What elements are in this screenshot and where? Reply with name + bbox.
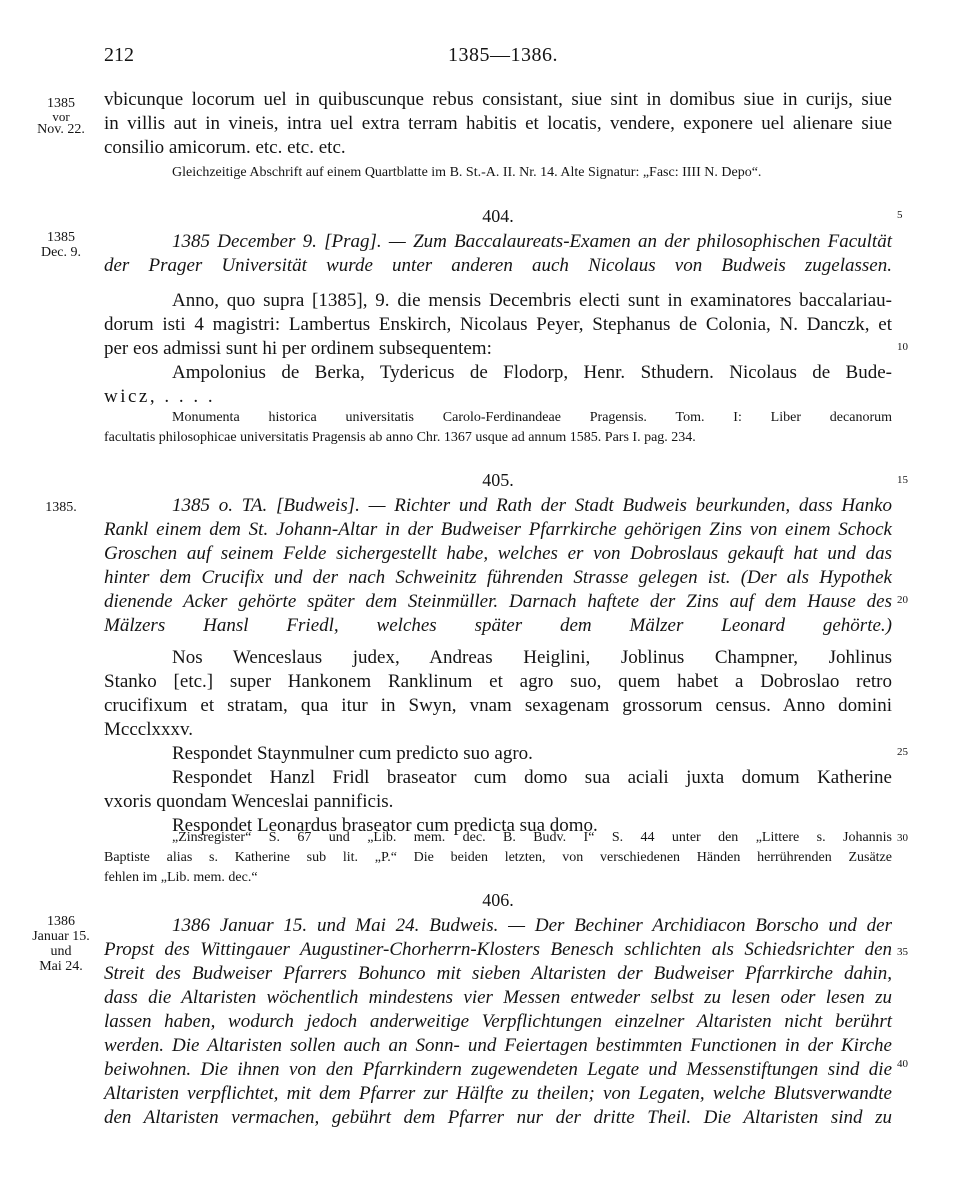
source-note-404: Monumenta historica universitatis Carolo-Ferdinandeae Pragensis. Tom. I: Liber decanorum facultatis philosophicae universitatis Pragensis ab anno Chr. 1367 usque ad annum 1585. Pars I. pag. 234.	[104, 410, 892, 445]
regest-404: 1385 December 9. [Prag]. — Zum Baccalaureats-Examen an der philosophischen Facultät der Prager Universität wurde unter anderen auch Nicolaus von Budweis zugelassen.	[104, 231, 892, 276]
margin-date-continuation: 1385 vor Nov. 22.	[37, 96, 85, 137]
text-405: Nos Wenceslaus judex, Andreas Heiglini, Joblinus Champner, Johlinus Stanko [etc.] super Hankonem Ranklinum et agro suo, quem habet a Dobroslao retro crucifixum et stratam, qua itur in Swyn, vnam sexagenam grossorum census. Anno domini Mccclxxxv. Respondet Staynmulner cum predicto suo agro. Respondet Hanzl Fridl braseator cum domo sua aciali juxta domum Katherine vxoris quondam Wenceslai pannificis. Respondet Leonardus braseator cum predicta sua domo.	[104, 647, 892, 836]
line-number: 15	[897, 474, 908, 486]
running-header	[104, 44, 894, 72]
line-number: 30	[897, 832, 908, 844]
line-number: 20	[897, 594, 908, 606]
line-number: 40	[897, 1058, 908, 1070]
line-number: 35	[897, 946, 908, 958]
line-number: 25	[897, 746, 908, 758]
regest-405: 1385 o. TA. [Budweis]. — Richter und Rath der Stadt Budweis beurkunden, dass Hanko Rankl einem dem St. Johann-Altar in der Budweiser Pfarrkirche gehörigen Zins von einem Schock Groschen auf seinem Felde sichergestellt habe, welches er von Dobroslaus gekauft hat und das hinter dem Crucifix und der nach Schweinitz führenden Strasse gelegen ist. (Der als Hypothek dienende Acker gehörte später dem Steinmüller. Darnach haftete der Zins auf dem Hause des Mälzers Hansl Friedl, welches später dem Mälzer Leonard gehörte.)	[104, 495, 892, 636]
source-note-405: „Zinsregister“ S. 67 und „Lib. mem. dec. B. Budv. I“ S. 44 unter den „Littere s. Johannis Baptiste alias s. Katherine sub lit. „P.“ Die beiden letzten, von verschiedenen Händen herrührenden Zusätze fehlen im „Lib. mem. dec.“	[104, 830, 892, 885]
page-number: 212	[104, 44, 134, 66]
document-number-405: 405.	[482, 470, 514, 490]
document-number-404: 404.	[482, 206, 514, 226]
margin-date-404: 1385 Dec. 9.	[40, 230, 82, 260]
header-years: 1385—1386.	[448, 44, 558, 66]
line-number: 10	[897, 341, 908, 353]
line-number: 5	[897, 209, 903, 221]
text-404: Anno, quo supra [1385], 9. die mensis Decembris electi sunt in examinatores baccalariau- dorum isti 4 magistri: Lambertus Enskirch, Nicolaus Peyer, Stephanus de Colonia, N. Danczk, et per eos admissi sunt hi per ordinem subsequentem: Ampolonius de Berka, Tydericus de Flodorp, Henr. Sthudern. Nicolaus de Bude- wicz, . . . .	[104, 290, 892, 407]
margin-date-406: 1386 Januar 15. und Mai 24.	[32, 914, 90, 974]
margin-date-405: 1385.	[45, 500, 77, 515]
continuation-text: vbicunque locorum uel in quibuscunque rebus consistant, siue sint in domibus siue in curijs, siue in villis aut in vineis, intra uel extra terram habitis et locatis, vendere, exponere uel alienare siue consilio amicorum. etc. etc. etc.	[104, 89, 892, 158]
continuation-source-note: Gleichzeitige Abschrift auf einem Quartblatte im B. St.-A. II. Nr. 14. Alte Signatur: „Fasc: IIII N. Depo“.	[172, 165, 762, 180]
regest-406: 1386 Januar 15. und Mai 24. Budweis. — Der Bechiner Archidiacon Borscho und der Propst des Wittingauer Augustiner-Chorherrn-Klosters Benesch schlichten als Schiedsrichter den Streit des Budweiser Pfarrers Bohunco mit sieben Altaristen der Budweiser Pfarrkirche dahin, dass die Altaristen wöchentlich mindestens vier Messen entweder selbst zu lesen oder lesen zu lassen haben, wodurch jedoch anderweitige Verpflichtungen einzelner Altaristen nicht berührt werden. Die Altaristen sollen auch an Sonn- und Feiertagen bestimmten Functionen in der Kirche beiwohnen. Die ihnen von den Pfarrkindern zugewendeten Legate und Messenstiftungen sind die Altaristen verpflichtet, mit dem Pfarrer zur Hälfte zu theilen; von Legaten, welche Blutsverwandte den Altaristen vermachen, gebührt dem Pfarrer nur der dritte Theil. Die Altaristen sind zu	[104, 915, 892, 1128]
document-number-406: 406.	[482, 890, 514, 910]
